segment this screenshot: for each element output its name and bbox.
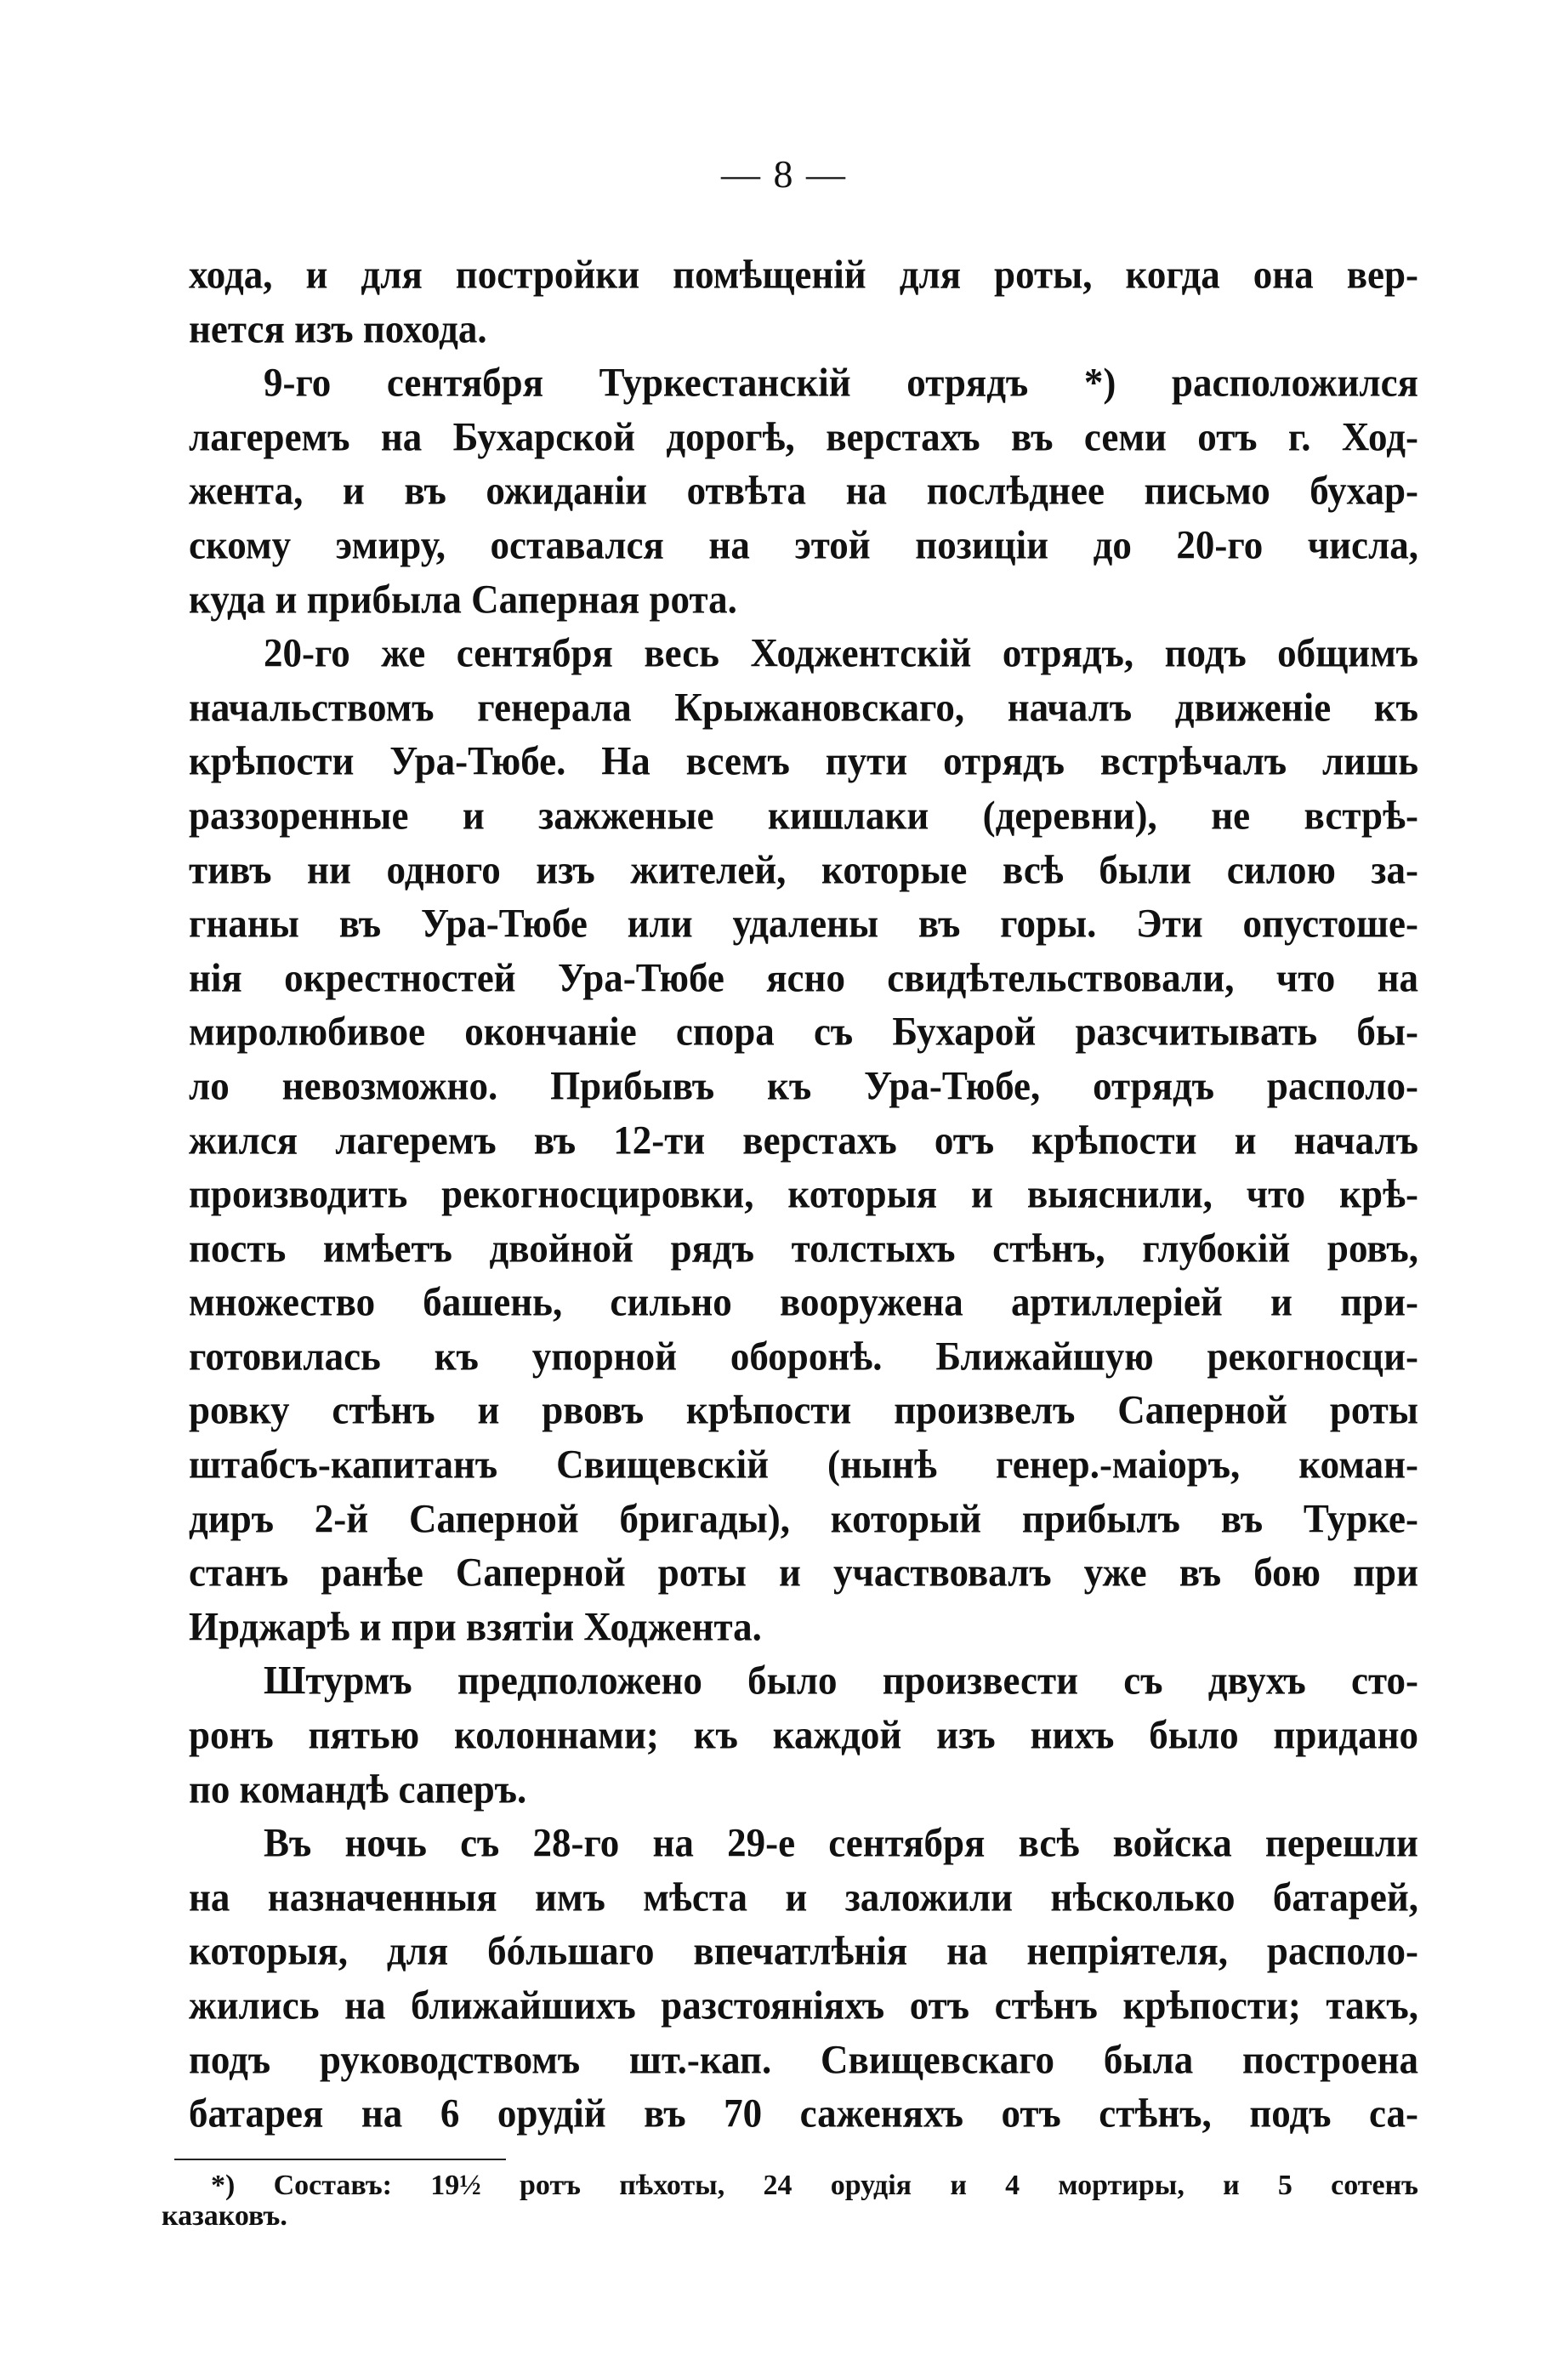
text-line: гнаны въ Ура-Тюбе или удалены въ горы. Эти опустоше- — [189, 901, 1418, 947]
text-line: ровку стѣнъ и рвовъ крѣпости произвелъ Саперной роты — [189, 1388, 1418, 1433]
text-line: по командѣ саперъ. — [189, 1766, 527, 1812]
text-line: жились на ближайшихъ разстояніяхъ отъ стѣнъ крѣпости; такъ, — [189, 1983, 1418, 2028]
footnote-line: *) Составъ: 19½ ротъ пѣхоты, 24 орудія и 4 мортиры, и 5 сотенъ — [211, 2170, 1418, 2201]
text-line: куда и прибыла Саперная рота. — [189, 577, 737, 622]
text-line: множество башень, сильно вооружена артиллеріей и при- — [189, 1279, 1418, 1325]
body-text — [189, 248, 1418, 2142]
text-line: лагеремъ на Бухарской дорогѣ, верстахъ въ семи отъ г. Ход- — [189, 414, 1418, 459]
text-line: производить рекогносцировки, которыя и выяснили, что крѣ- — [189, 1171, 1418, 1217]
text-line: пость имѣетъ двойной рядъ толстыхъ стѣнъ, глубокій ровъ, — [189, 1226, 1418, 1271]
text-line: Ирджарѣ и при взятіи Ходжента. — [189, 1604, 762, 1650]
text-line: Въ ночь съ 28-го на 29-е сентября всѣ войска перешли — [264, 1820, 1418, 1866]
text-line: хода, и для постройки помѣщеній для роты, когда она вер- — [189, 252, 1418, 298]
text-line: штабсъ-капитанъ Свищевскій (нынѣ генер.-маіоръ, коман- — [189, 1442, 1418, 1488]
text-line: подъ руководствомъ шт.-кап. Свищевскаго была построена — [189, 2037, 1418, 2082]
footnote-line: казаковъ. — [162, 2200, 287, 2232]
text-line: 9-го сентября Туркестанскій отрядъ *) расположился — [264, 360, 1418, 406]
footnote-divider — [174, 2159, 506, 2160]
text-line: нія окрестностей Ура-Тюбе ясно свидѣтельствовали, что на — [189, 955, 1418, 1000]
text-line: раззоренные и зажженые кишлаки (деревни), не встрѣ- — [189, 793, 1418, 839]
text-line: жента, и въ ожиданіи отвѣта на послѣднее письмо бухар- — [189, 469, 1418, 514]
text-line: Штурмъ предположено было произвести съ двухъ сто- — [264, 1658, 1418, 1704]
footnote — [162, 2170, 1418, 2232]
text-line: нется изъ похода. — [189, 306, 487, 351]
text-line: скому эмиру, оставался на этой позиціи до 20-го числа, — [189, 522, 1418, 568]
text-line: жился лагеремъ въ 12-ти верстахъ отъ крѣпости и началъ — [189, 1118, 1418, 1163]
text-line: диръ 2-й Саперной бригады), который прибылъ въ Турке- — [189, 1496, 1418, 1541]
text-line: 20-го же сентября весь Ходжентскій отрядъ, подъ общимъ — [264, 630, 1418, 676]
page-number: — 8 — — [721, 152, 847, 196]
text-line: тивъ ни одного изъ жителей, которые всѣ были силою за- — [189, 847, 1418, 892]
text-line: которыя, для бóльшаго впечатлѣнія на непріятеля, располо- — [189, 1929, 1418, 1974]
text-line: батарея на 6 орудій въ 70 саженяхъ отъ стѣнъ, подъ са- — [189, 2091, 1418, 2136]
text-line: на назначенныя имъ мѣста и заложили нѣсколько батарей, — [189, 1875, 1418, 1920]
text-line: миролюбивое окончаніе спора съ Бухарой разсчитывать бы- — [189, 1010, 1418, 1055]
text-line: ронъ пятью колоннами; къ каждой изъ нихъ было придано — [189, 1712, 1418, 1758]
text-line: готовилась къ упорной оборонѣ. Ближайшую рекогносци- — [189, 1334, 1418, 1380]
text-line: станъ ранѣе Саперной роты и участвовалъ уже въ бою при — [189, 1550, 1418, 1596]
text-line: крѣпости Ура-Тюбе. На всемъ пути отрядъ встрѣчалъ лишь — [189, 739, 1418, 784]
text-line: ло невозможно. Прибывъ къ Ура-Тюбе, отрядъ располо- — [189, 1063, 1418, 1109]
text-line: начальствомъ генерала Крыжановскаго, началъ движеніе къ — [189, 685, 1418, 730]
